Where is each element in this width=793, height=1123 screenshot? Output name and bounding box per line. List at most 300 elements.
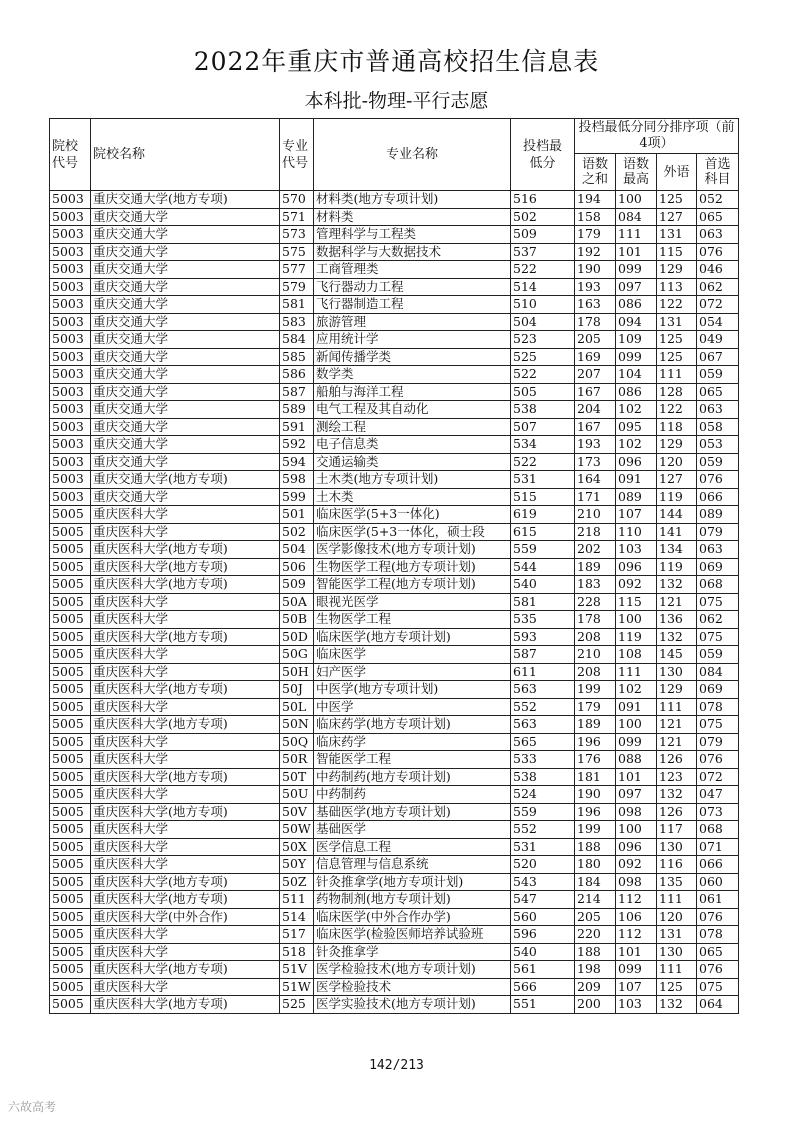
- cell-major-name: 临床药学: [314, 733, 511, 751]
- table-row: [50, 436, 739, 454]
- cell-major-code: 50G: [280, 646, 314, 664]
- cell-min-score: 560: [511, 908, 575, 926]
- cell-elective: 059: [697, 646, 739, 664]
- cell-school-code: 5003: [50, 418, 91, 436]
- cell-min-score: 611: [511, 663, 575, 681]
- cell-school-code: 5005: [50, 628, 91, 646]
- cell-elective: 069: [697, 558, 739, 576]
- cell-school-name: 重庆交通大学: [91, 313, 280, 331]
- cell-min-score: 619: [511, 506, 575, 524]
- cell-school-code: 5003: [50, 401, 91, 419]
- cell-school-name: 重庆交通大学: [91, 453, 280, 471]
- cell-sum-cn-math: 200: [575, 996, 616, 1014]
- cell-foreign: 136: [657, 611, 697, 629]
- cell-foreign: 131: [657, 926, 697, 944]
- cell-max-cn-math: 096: [616, 453, 657, 471]
- page-number: 142/213: [369, 1058, 424, 1073]
- cell-major-name: 中药制药: [314, 786, 511, 804]
- cell-foreign: 125: [657, 348, 697, 366]
- cell-school-code: 5005: [50, 646, 91, 664]
- cell-max-cn-math: 112: [616, 926, 657, 944]
- cell-min-score: 547: [511, 891, 575, 909]
- cell-major-name: 针灸推拿学: [314, 943, 511, 961]
- cell-school-name: 重庆交通大学: [91, 226, 280, 244]
- cell-elective: 072: [697, 296, 739, 314]
- cell-foreign: 132: [657, 628, 697, 646]
- cell-school-name: 重庆交通大学: [91, 488, 280, 506]
- cell-sum-cn-math: 188: [575, 943, 616, 961]
- table-row: [50, 593, 739, 611]
- cell-major-code: 598: [280, 471, 314, 489]
- cell-school-code: 5003: [50, 331, 91, 349]
- cell-sum-cn-math: 196: [575, 803, 616, 821]
- cell-major-name: 医学检验技术: [314, 978, 511, 996]
- table-row: [50, 961, 739, 979]
- cell-max-cn-math: 112: [616, 891, 657, 909]
- cell-foreign: 132: [657, 576, 697, 594]
- cell-elective: 066: [697, 856, 739, 874]
- cell-elective: 089: [697, 506, 739, 524]
- cell-foreign: 131: [657, 313, 697, 331]
- cell-sum-cn-math: 167: [575, 383, 616, 401]
- cell-min-score: 538: [511, 401, 575, 419]
- cell-min-score: 563: [511, 716, 575, 734]
- cell-major-code: 571: [280, 208, 314, 226]
- cell-major-name: 临床医学: [314, 646, 511, 664]
- cell-elective: 069: [697, 681, 739, 699]
- cell-school-name: 重庆医科大学: [91, 646, 280, 664]
- cell-elective: 066: [697, 488, 739, 506]
- cell-max-cn-math: 101: [616, 943, 657, 961]
- cell-foreign: 122: [657, 401, 697, 419]
- cell-foreign: 120: [657, 453, 697, 471]
- cell-school-name: 重庆医科大学: [91, 786, 280, 804]
- cell-elective: 076: [697, 961, 739, 979]
- cell-min-score: 540: [511, 943, 575, 961]
- watermark-logo: 六故高考: [8, 1100, 57, 1114]
- cell-school-code: 5003: [50, 278, 91, 296]
- cell-elective: 063: [697, 226, 739, 244]
- cell-foreign: 134: [657, 541, 697, 559]
- cell-min-score: 615: [511, 523, 575, 541]
- cell-elective: 079: [697, 733, 739, 751]
- table-row: [50, 191, 739, 209]
- cell-foreign: 126: [657, 751, 697, 769]
- cell-elective: 065: [697, 383, 739, 401]
- cell-major-code: 511: [280, 891, 314, 909]
- cell-school-name: 重庆交通大学: [91, 296, 280, 314]
- cell-sum-cn-math: 181: [575, 768, 616, 786]
- table-row: [50, 401, 739, 419]
- cell-school-name: 重庆医科大学: [91, 523, 280, 541]
- cell-foreign: 122: [657, 296, 697, 314]
- cell-min-score: 531: [511, 838, 575, 856]
- cell-elective: 054: [697, 313, 739, 331]
- cell-min-score: 531: [511, 471, 575, 489]
- cell-elective: 076: [697, 751, 739, 769]
- cell-major-code: 570: [280, 191, 314, 209]
- cell-school-code: 5005: [50, 856, 91, 874]
- cell-foreign: 111: [657, 891, 697, 909]
- cell-foreign: 121: [657, 733, 697, 751]
- table-row: [50, 891, 739, 909]
- cell-foreign: 131: [657, 226, 697, 244]
- table-row: [50, 261, 739, 279]
- cell-major-code: 583: [280, 313, 314, 331]
- cell-major-name: 飞行器制造工程: [314, 296, 511, 314]
- cell-school-name: 重庆医科大学: [91, 663, 280, 681]
- cell-max-cn-math: 099: [616, 733, 657, 751]
- cell-major-code: 581: [280, 296, 314, 314]
- cell-foreign: 116: [657, 856, 697, 874]
- table-row: [50, 996, 739, 1014]
- cell-major-code: 584: [280, 331, 314, 349]
- table-row: [50, 751, 739, 769]
- cell-school-code: 5003: [50, 226, 91, 244]
- cell-min-score: 552: [511, 821, 575, 839]
- cell-major-name: 中医学: [314, 698, 511, 716]
- table-row: [50, 733, 739, 751]
- cell-major-name: 基础医学: [314, 821, 511, 839]
- cell-major-code: 594: [280, 453, 314, 471]
- cell-school-code: 5005: [50, 891, 91, 909]
- cell-school-name: 重庆医科大学: [91, 943, 280, 961]
- cell-school-name: 重庆医科大学(地方专项): [91, 681, 280, 699]
- cell-school-code: 5005: [50, 838, 91, 856]
- cell-elective: 059: [697, 453, 739, 471]
- cell-school-name: 重庆医科大学: [91, 978, 280, 996]
- cell-sum-cn-math: 202: [575, 541, 616, 559]
- table-row: [50, 418, 739, 436]
- cell-major-name: 管理科学与工程类: [314, 226, 511, 244]
- header-major-code: 专业代号: [280, 119, 314, 191]
- cell-min-score: 525: [511, 348, 575, 366]
- cell-elective: 076: [697, 471, 739, 489]
- cell-sum-cn-math: 173: [575, 453, 616, 471]
- cell-elective: 068: [697, 821, 739, 839]
- cell-min-score: 566: [511, 978, 575, 996]
- cell-max-cn-math: 107: [616, 978, 657, 996]
- cell-max-cn-math: 101: [616, 768, 657, 786]
- cell-major-name: 临床医学(5+3一体化): [314, 506, 511, 524]
- cell-foreign: 132: [657, 786, 697, 804]
- cell-major-code: 50J: [280, 681, 314, 699]
- cell-school-code: 5005: [50, 873, 91, 891]
- cell-major-code: 50Y: [280, 856, 314, 874]
- cell-max-cn-math: 102: [616, 401, 657, 419]
- cell-major-code: 587: [280, 383, 314, 401]
- cell-sum-cn-math: 199: [575, 681, 616, 699]
- header-major-name: 专业名称: [314, 119, 511, 191]
- table-row: [50, 873, 739, 891]
- cell-school-code: 5005: [50, 803, 91, 821]
- cell-max-cn-math: 099: [616, 961, 657, 979]
- cell-max-cn-math: 094: [616, 313, 657, 331]
- cell-school-code: 5005: [50, 558, 91, 576]
- cell-major-name: 工商管理类: [314, 261, 511, 279]
- cell-major-name: 船舶与海洋工程: [314, 383, 511, 401]
- cell-sum-cn-math: 208: [575, 628, 616, 646]
- cell-min-score: 596: [511, 926, 575, 944]
- cell-school-name: 重庆交通大学: [91, 243, 280, 261]
- page-subtitle: 本科批-物理-平行志愿: [304, 90, 489, 112]
- cell-sum-cn-math: 158: [575, 208, 616, 226]
- cell-elective: 075: [697, 716, 739, 734]
- cell-sum-cn-math: 196: [575, 733, 616, 751]
- cell-major-code: 504: [280, 541, 314, 559]
- cell-sum-cn-math: 167: [575, 418, 616, 436]
- cell-school-code: 5005: [50, 821, 91, 839]
- cell-major-name: 生物医学工程(地方专项计划): [314, 558, 511, 576]
- cell-school-name: 重庆医科大学: [91, 611, 280, 629]
- cell-max-cn-math: 101: [616, 243, 657, 261]
- cell-foreign: 119: [657, 558, 697, 576]
- cell-school-code: 5005: [50, 576, 91, 594]
- admission-table: [49, 118, 739, 1014]
- cell-max-cn-math: 103: [616, 996, 657, 1014]
- cell-max-cn-math: 096: [616, 558, 657, 576]
- cell-major-name: 数学类: [314, 366, 511, 384]
- cell-elective: 060: [697, 873, 739, 891]
- cell-major-code: 579: [280, 278, 314, 296]
- cell-school-name: 重庆医科大学(地方专项): [91, 873, 280, 891]
- cell-school-name: 重庆医科大学: [91, 821, 280, 839]
- cell-major-name: 生物医学工程: [314, 611, 511, 629]
- cell-min-score: 565: [511, 733, 575, 751]
- cell-school-name: 重庆医科大学(地方专项): [91, 558, 280, 576]
- cell-sum-cn-math: 176: [575, 751, 616, 769]
- cell-max-cn-math: 098: [616, 873, 657, 891]
- cell-min-score: 559: [511, 541, 575, 559]
- cell-school-name: 重庆交通大学: [91, 436, 280, 454]
- table-row: [50, 331, 739, 349]
- table-row: [50, 523, 739, 541]
- cell-foreign: 120: [657, 908, 697, 926]
- cell-school-code: 5005: [50, 996, 91, 1014]
- cell-sum-cn-math: 205: [575, 908, 616, 926]
- table-row: [50, 558, 739, 576]
- cell-major-name: 医学信息工程: [314, 838, 511, 856]
- cell-sum-cn-math: 164: [575, 471, 616, 489]
- cell-sum-cn-math: 183: [575, 576, 616, 594]
- cell-major-name: 医学实验技术(地方专项计划): [314, 996, 511, 1014]
- table-row: [50, 541, 739, 559]
- header-min-score: 投档最低分: [511, 119, 575, 191]
- cell-school-code: 5005: [50, 908, 91, 926]
- cell-max-cn-math: 086: [616, 383, 657, 401]
- table-row: [50, 978, 739, 996]
- cell-max-cn-math: 111: [616, 226, 657, 244]
- cell-school-name: 重庆交通大学: [91, 366, 280, 384]
- cell-school-name: 重庆医科大学(地方专项): [91, 541, 280, 559]
- cell-elective: 052: [697, 191, 739, 209]
- cell-sum-cn-math: 207: [575, 366, 616, 384]
- cell-major-code: 501: [280, 506, 314, 524]
- cell-major-name: 智能医学工程(地方专项计划): [314, 576, 511, 594]
- cell-school-code: 5005: [50, 716, 91, 734]
- cell-sum-cn-math: 178: [575, 313, 616, 331]
- table-row: [50, 278, 739, 296]
- cell-sum-cn-math: 228: [575, 593, 616, 611]
- cell-elective: 076: [697, 243, 739, 261]
- cell-major-name: 材料类: [314, 208, 511, 226]
- cell-foreign: 113: [657, 278, 697, 296]
- table-body: [50, 191, 739, 1014]
- cell-min-score: 504: [511, 313, 575, 331]
- cell-foreign: 119: [657, 488, 697, 506]
- cell-school-name: 重庆医科大学(地方专项): [91, 576, 280, 594]
- cell-major-name: 药物制剂(地方专项计划): [314, 891, 511, 909]
- cell-foreign: 125: [657, 191, 697, 209]
- cell-school-code: 5005: [50, 926, 91, 944]
- cell-major-code: 50U: [280, 786, 314, 804]
- cell-min-score: 522: [511, 366, 575, 384]
- cell-max-cn-math: 107: [616, 506, 657, 524]
- cell-major-name: 新闻传播学类: [314, 348, 511, 366]
- cell-school-name: 重庆交通大学: [91, 401, 280, 419]
- cell-major-code: 585: [280, 348, 314, 366]
- cell-major-code: 50L: [280, 698, 314, 716]
- header-sum-cn-math: 语数之和: [575, 154, 616, 191]
- table-row: [50, 663, 739, 681]
- cell-foreign: 123: [657, 768, 697, 786]
- cell-min-score: 524: [511, 786, 575, 804]
- cell-major-code: 50N: [280, 716, 314, 734]
- cell-school-name: 重庆医科大学: [91, 856, 280, 874]
- cell-max-cn-math: 099: [616, 261, 657, 279]
- cell-sum-cn-math: 192: [575, 243, 616, 261]
- cell-major-name: 应用统计学: [314, 331, 511, 349]
- cell-elective: 075: [697, 593, 739, 611]
- cell-major-name: 电子信息类: [314, 436, 511, 454]
- cell-major-code: 517: [280, 926, 314, 944]
- cell-elective: 058: [697, 418, 739, 436]
- table-row: [50, 786, 739, 804]
- cell-min-score: 540: [511, 576, 575, 594]
- cell-foreign: 127: [657, 471, 697, 489]
- cell-max-cn-math: 098: [616, 803, 657, 821]
- cell-sum-cn-math: 193: [575, 278, 616, 296]
- cell-school-name: 重庆医科大学(地方专项): [91, 716, 280, 734]
- table-row: [50, 383, 739, 401]
- cell-sum-cn-math: 199: [575, 821, 616, 839]
- cell-school-name: 重庆医科大学: [91, 838, 280, 856]
- cell-elective: 049: [697, 331, 739, 349]
- cell-major-code: 509: [280, 576, 314, 594]
- cell-major-code: 599: [280, 488, 314, 506]
- cell-major-code: 591: [280, 418, 314, 436]
- cell-max-cn-math: 104: [616, 366, 657, 384]
- table-row: [50, 611, 739, 629]
- table-row: [50, 208, 739, 226]
- cell-foreign: 128: [657, 383, 697, 401]
- header-max-cn-math: 语数最高: [616, 154, 657, 191]
- cell-sum-cn-math: 204: [575, 401, 616, 419]
- cell-min-score: 523: [511, 331, 575, 349]
- cell-elective: 046: [697, 261, 739, 279]
- cell-major-name: 临床医学(检验医师培养试验班: [314, 926, 511, 944]
- cell-max-cn-math: 102: [616, 681, 657, 699]
- cell-elective: 053: [697, 436, 739, 454]
- cell-major-code: 514: [280, 908, 314, 926]
- cell-school-code: 5003: [50, 243, 91, 261]
- cell-major-code: 50W: [280, 821, 314, 839]
- table-row: [50, 348, 739, 366]
- cell-school-code: 5005: [50, 768, 91, 786]
- cell-school-code: 5005: [50, 751, 91, 769]
- cell-max-cn-math: 089: [616, 488, 657, 506]
- table-row: [50, 838, 739, 856]
- cell-major-name: 眼视光医学: [314, 593, 511, 611]
- cell-school-name: 重庆医科大学(地方专项): [91, 961, 280, 979]
- cell-min-score: 559: [511, 803, 575, 821]
- table-row: [50, 646, 739, 664]
- table-row: [50, 821, 739, 839]
- cell-min-score: 587: [511, 646, 575, 664]
- cell-max-cn-math: 100: [616, 716, 657, 734]
- cell-elective: 061: [697, 891, 739, 909]
- cell-elective: 063: [697, 541, 739, 559]
- cell-foreign: 145: [657, 646, 697, 664]
- cell-max-cn-math: 109: [616, 331, 657, 349]
- cell-school-name: 重庆医科大学(地方专项): [91, 891, 280, 909]
- cell-school-name: 重庆交通大学: [91, 331, 280, 349]
- cell-school-name: 重庆医科大学: [91, 593, 280, 611]
- cell-foreign: 111: [657, 961, 697, 979]
- cell-school-name: 重庆交通大学: [91, 261, 280, 279]
- cell-sum-cn-math: 193: [575, 436, 616, 454]
- cell-major-code: 50B: [280, 611, 314, 629]
- cell-min-score: 502: [511, 208, 575, 226]
- cell-school-code: 5005: [50, 506, 91, 524]
- cell-school-name: 重庆医科大学: [91, 751, 280, 769]
- cell-sum-cn-math: 163: [575, 296, 616, 314]
- cell-min-score: 516: [511, 191, 575, 209]
- table-row: [50, 698, 739, 716]
- cell-sum-cn-math: 194: [575, 191, 616, 209]
- table-row: [50, 506, 739, 524]
- cell-major-code: 50Z: [280, 873, 314, 891]
- cell-school-name: 重庆交通大学(地方专项): [91, 471, 280, 489]
- cell-min-score: 581: [511, 593, 575, 611]
- cell-elective: 075: [697, 628, 739, 646]
- cell-school-code: 5003: [50, 348, 91, 366]
- cell-school-code: 5005: [50, 593, 91, 611]
- cell-min-score: 515: [511, 488, 575, 506]
- cell-foreign: 132: [657, 996, 697, 1014]
- table-row: [50, 908, 739, 926]
- cell-elective: 073: [697, 803, 739, 821]
- table-row: [50, 943, 739, 961]
- cell-min-score: 509: [511, 226, 575, 244]
- cell-major-name: 旅游管理: [314, 313, 511, 331]
- cell-major-code: 573: [280, 226, 314, 244]
- cell-school-name: 重庆医科大学(地方专项): [91, 996, 280, 1014]
- cell-max-cn-math: 102: [616, 436, 657, 454]
- cell-sum-cn-math: 188: [575, 838, 616, 856]
- cell-min-score: 534: [511, 436, 575, 454]
- cell-major-code: 575: [280, 243, 314, 261]
- cell-elective: 059: [697, 366, 739, 384]
- cell-school-code: 5005: [50, 541, 91, 559]
- cell-school-code: 5005: [50, 943, 91, 961]
- cell-sum-cn-math: 205: [575, 331, 616, 349]
- cell-school-name: 重庆医科大学: [91, 926, 280, 944]
- cell-max-cn-math: 100: [616, 611, 657, 629]
- cell-sum-cn-math: 208: [575, 663, 616, 681]
- table-row: [50, 681, 739, 699]
- cell-major-name: 针灸推拿学(地方专项计划): [314, 873, 511, 891]
